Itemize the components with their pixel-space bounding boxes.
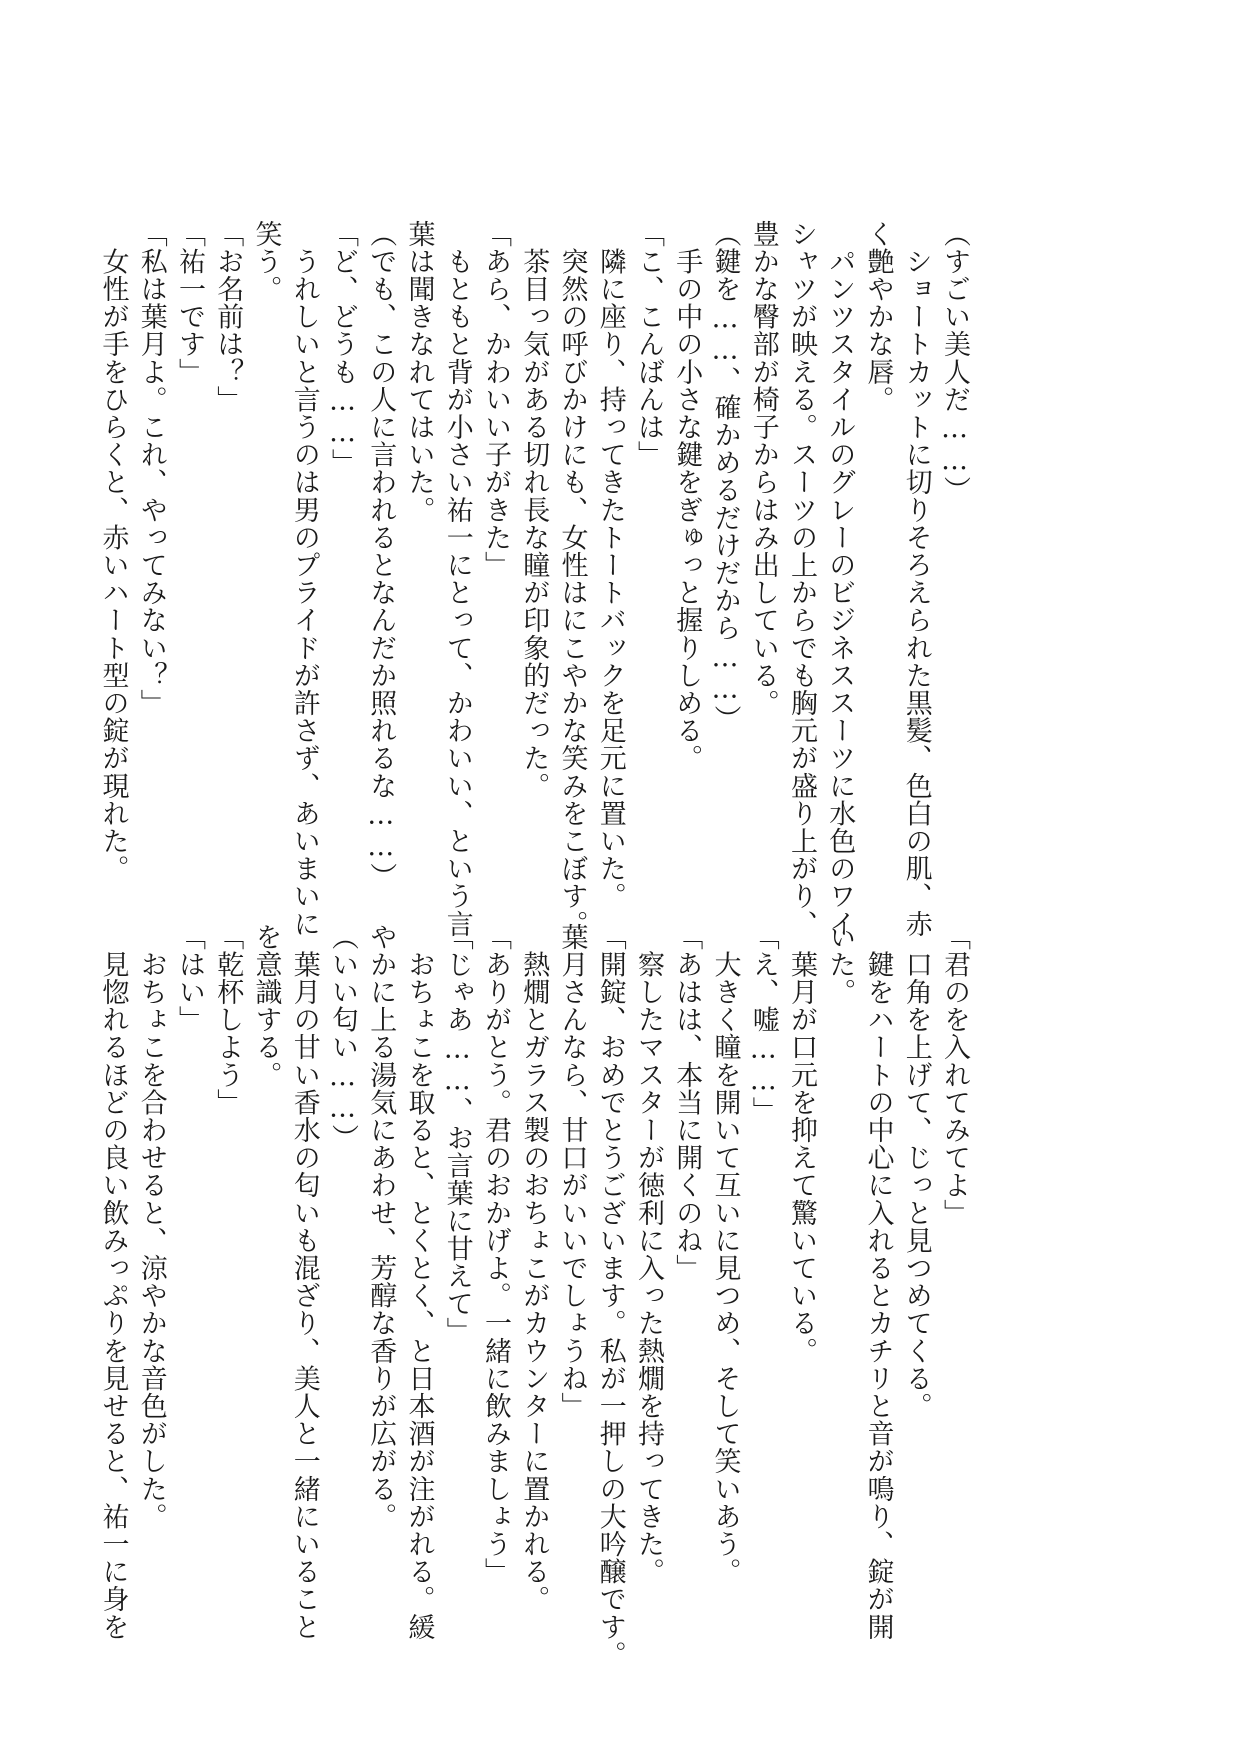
text-line: く艶やかな唇。 xyxy=(862,220,894,414)
text-line: ショートカットに切りそろえられた黒髪、色白の肌、赤 xyxy=(900,220,932,938)
text-line: 突然の呼びかけにも、女性はにこやかな笑みをこぼす。 xyxy=(556,220,588,938)
text-line: 隣に座り、持ってきたトートバックを足元に置いた。 xyxy=(594,220,626,910)
text-line: 熱燗とガラス製のおちょこがカウンターに置かれる。 xyxy=(518,923,550,1613)
text-line: 大きく瞳を開いて互いに見つめ、そして笑いあう。 xyxy=(709,923,741,1586)
text-line: 「君のを入れてみてよ」 xyxy=(939,923,970,1227)
text-line: いた。 xyxy=(824,923,856,1006)
text-line: シャツが映える。スーツの上からでも胸元が盛り上がり、 xyxy=(786,220,817,938)
text-block-bottom xyxy=(97,923,973,1669)
text-line: 葉は聞きなれてはいた。 xyxy=(403,220,435,524)
text-line: 豊かな臀部が椅子からはみ出している。 xyxy=(747,220,779,717)
text-line: （鍵を……、確かめるだけだから……） xyxy=(709,220,741,733)
text-line: 「あら、かわいい子がきた」 xyxy=(480,220,511,579)
text-line: 笑う。 xyxy=(250,220,282,303)
text-line: （いい匂い……） xyxy=(327,923,358,1152)
text-line: おちょこを合わせると、涼やかな音色がした。 xyxy=(135,923,167,1531)
text-line: 「ど、どうも……」 xyxy=(327,220,358,477)
text-line: （でも、この人に言われるとなんだか照れるな……） xyxy=(365,220,397,891)
text-line: 察したマスターが徳利に入った熱燗を持ってきた。 xyxy=(633,923,664,1586)
text-line: 「ありがとう。君のおかげよ。一緒に飲みましょう」 xyxy=(480,923,511,1586)
text-line: パンツスタイルのグレーのビジネススーツに水色のワイ xyxy=(824,220,856,938)
text-line: 「え、嘘……」 xyxy=(747,923,779,1125)
text-line: 見惚れるほどの良い飲みっぷりを見せると、祐一に身を xyxy=(97,923,129,1641)
text-line: 「乾杯しよう」 xyxy=(212,923,244,1117)
text-line: 「お名前は？」 xyxy=(212,220,244,414)
text-line: （すごい美人だ……） xyxy=(939,220,970,504)
text-line: うれしいと言うのは男のプライドが許さず、あいまいに xyxy=(288,220,320,938)
text-line: 鍵をハートの中心に入れるとカチリと音が鳴り、錠が開 xyxy=(862,923,894,1641)
text-line: 「こ、こんばんは」 xyxy=(633,220,664,469)
text-line: 葉月が口元を抑えて驚いている。 xyxy=(786,923,817,1365)
text-line: 葉月の甘い香水の匂いも混ざり、美人と一緒にいること xyxy=(288,923,320,1641)
text-line: もともと背が小さい祐一にとって、かわいい、という言 xyxy=(441,220,473,938)
text-line: 手の中の小さな鍵をぎゅっと握りしめる。 xyxy=(671,220,703,772)
text-line: 「はい」 xyxy=(174,923,205,1034)
text-line: やかに上る湯気にあわせ、芳醇な香りが広がる。 xyxy=(365,923,397,1531)
text-line: 「開錠、おめでとうございます。私が一押しの大吟醸です。 xyxy=(594,923,626,1669)
text-line: おちょこを取ると、とくとく、と日本酒が注がれる。緩 xyxy=(403,923,435,1641)
text-line: 「あはは、本当に開くのね」 xyxy=(671,923,703,1282)
text-line: 茶目っ気がある切れ長な瞳が印象的だった。 xyxy=(518,220,550,800)
text-block-top xyxy=(97,220,973,938)
text-line: 「私は葉月よ。これ、やってみない？」 xyxy=(135,220,167,717)
text-line: 「じゃあ……、お言葉に甘えて」 xyxy=(441,923,473,1345)
text-line: 女性が手をひらくと、赤いハート型の錠が現れた。 xyxy=(97,220,129,883)
text-line: 口角を上げて、じっと見つめてくる。 xyxy=(900,923,932,1420)
text-line: を意識する。 xyxy=(250,923,282,1089)
text-line: 葉月さんなら、甘口がいいでしょうね」 xyxy=(556,923,588,1420)
text-line: 「祐一です」 xyxy=(174,220,205,386)
